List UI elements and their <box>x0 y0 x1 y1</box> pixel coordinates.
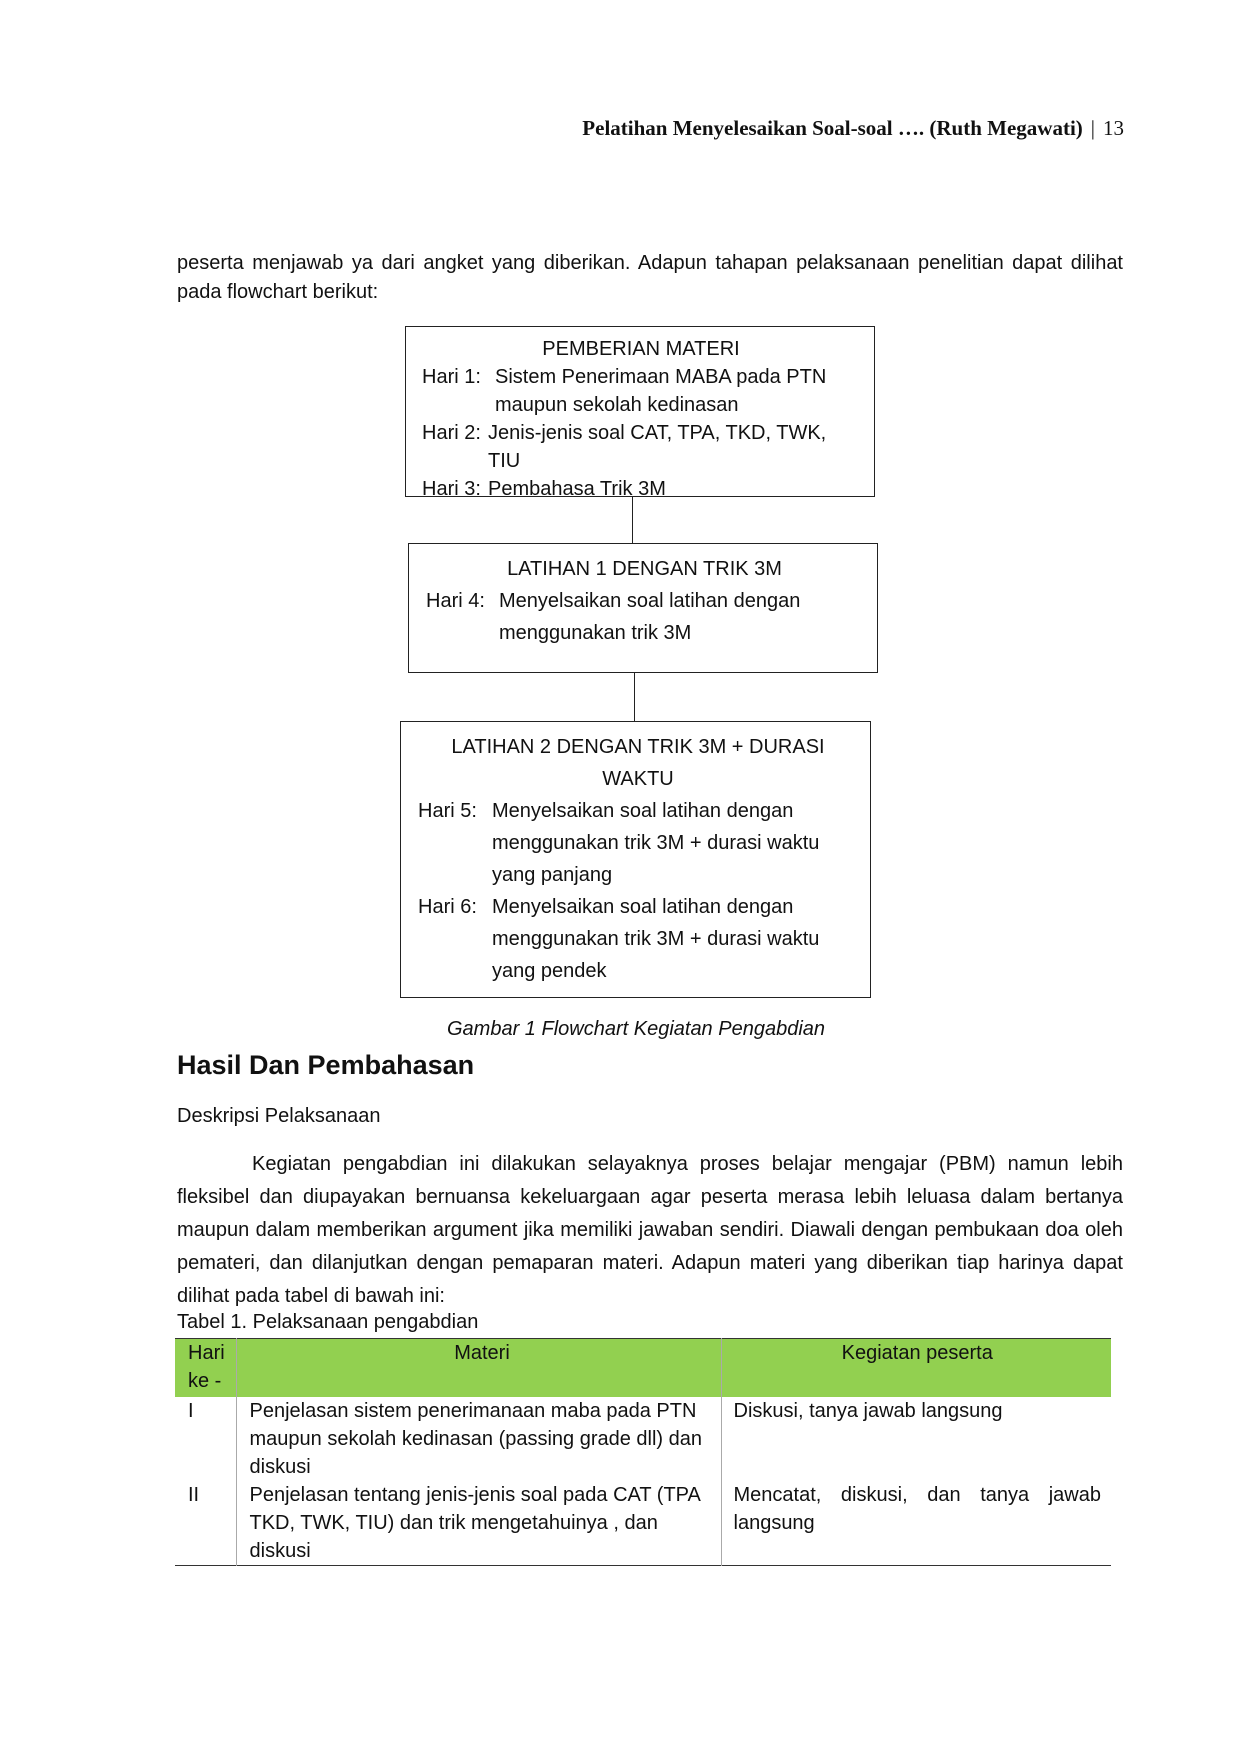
figure-caption: Gambar 1 Flowchart Kegiatan Pengabdian <box>447 1018 826 1040</box>
box-item <box>422 419 860 475</box>
body-paragraph: Kegiatan pengabdian ini dilakukan selayaknya proses belajar mengajar (PBM) namun lebih fleksibel dan diupayakan bernuansa kekeluargaan agar peserta merasa lebih leluasa dalam bertanya maupun dalam memberikan argument jika memiliki jawaban sendiri. Diawali dengan pembukaan doa oleh pemateri, dan dilanjutkan dengan pemaparan materi. Adapun materi yang diberikan tiap harinya dapat dilihat pada tabel di bawah ini: <box>177 1153 1123 1307</box>
box-title: LATIHAN 1 DENGAN TRIK 3M <box>507 558 782 580</box>
day-text: Jenis-jenis soal CAT, TPA, TKD, TWK, TIU <box>488 422 827 472</box>
header-title: Pelatihan Menyelesaikan Soal-soal …. (Ruth Megawati) <box>582 116 1083 140</box>
day-label: Hari 3: <box>422 478 481 500</box>
table-row <box>175 1481 1111 1566</box>
cell-hari: II <box>175 1481 236 1566</box>
day-label: Hari 1: <box>422 366 481 388</box>
cell-hari: I <box>175 1397 236 1481</box>
section-heading: Hasil Dan Pembahasan <box>177 1050 475 1080</box>
box-item <box>418 891 858 987</box>
flowchart-box-latihan-2 <box>400 721 871 998</box>
box-item <box>418 795 858 891</box>
day-text: Menyelsaikan soal latihan dengan menggunakan trik 3M <box>499 590 801 644</box>
cell-kegiatan: Mencatat, diskusi, dan tanya jawab langsung <box>733 1484 1101 1534</box>
header-separator: | <box>1090 116 1095 140</box>
table-caption: Tabel 1. Pelaksanaan pengabdian <box>177 1311 479 1333</box>
running-header <box>582 116 1124 141</box>
flowchart-box-pemberian-materi <box>405 326 875 500</box>
flowchart-connector <box>632 497 633 543</box>
table-header-row <box>175 1339 1111 1398</box>
box-item <box>422 475 860 503</box>
day-label: Hari 5: <box>418 800 477 822</box>
box-item <box>422 363 860 419</box>
day-text: Menyelsaikan soal latihan dengan menggunakan trik 3M + durasi waktu yang panjang <box>492 800 820 886</box>
cell-materi: Penjelasan tentang jenis-jenis soal pada CAT (TPA TKD, TWK, TIU) dan trik mengetahuinya , dan diskusi <box>236 1481 721 1566</box>
day-text: Pembahasa Trik 3M <box>488 478 666 500</box>
header-hari: Hari ke - <box>175 1339 236 1398</box>
day-label: Hari 2: <box>422 422 481 444</box>
section-subheading: Deskripsi Pelaksanaan <box>177 1105 381 1127</box>
flowchart-box-latihan-1 <box>408 543 878 673</box>
cell-materi: Penjelasan sistem penerimanaan maba pada PTN maupun sekolah kedinasan (passing grade dll) dan diskusi <box>236 1397 721 1481</box>
table-row <box>175 1397 1111 1481</box>
table-wrapper <box>175 1338 1111 1566</box>
pelaksanaan-table <box>175 1338 1111 1566</box>
box-title: LATIHAN 2 DENGAN TRIK 3M + DURASI WAKTU <box>451 736 825 790</box>
flowchart-connector <box>634 673 635 721</box>
box-title: PEMBERIAN MATERI <box>542 338 740 360</box>
page-number: 13 <box>1103 116 1124 140</box>
day-text: Sistem Penerimaan MABA pada PTN maupun sekolah kedinasan <box>495 366 827 416</box>
day-label: Hari 4: <box>426 590 485 612</box>
box-item <box>426 585 863 649</box>
cell-kegiatan: Diskusi, tanya jawab langsung <box>733 1400 1003 1422</box>
day-text: Menyelsaikan soal latihan dengan menggunakan trik 3M + durasi waktu yang pendek <box>492 896 820 982</box>
header-materi: Materi <box>236 1339 721 1398</box>
intro-paragraph: peserta menjawab ya dari angket yang diberikan. Adapun tahapan pelaksanaan penelitian dapat dilihat pada flowchart berikut: <box>177 252 1123 303</box>
header-kegiatan: Kegiatan peserta <box>721 1339 1111 1398</box>
day-label: Hari 6: <box>418 896 477 918</box>
